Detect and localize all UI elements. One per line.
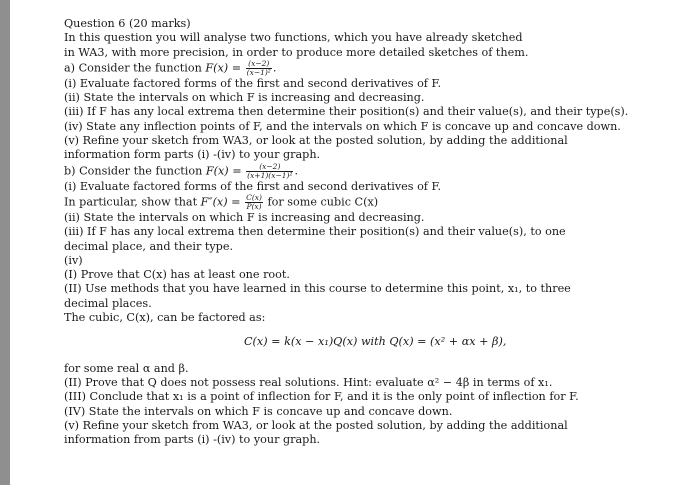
part-b-item: (IV) State the intervals on which F is concave up and concave down. — [64, 404, 453, 418]
part-b-frac-num: (x−2) — [246, 163, 293, 172]
part-b-item: (III) Conclude that x₁ is a point of inflection for F, and it is the only point of inflection for F. — [64, 390, 579, 404]
part-a-frac-num: (x−2) — [246, 60, 272, 69]
part-b-item: (v) Refine your sketch from WA3, or look at the posted solution, by adding the additional — [64, 418, 568, 432]
part-b-particular — [64, 194, 684, 211]
part-b-item: (iii) If F has any local extrema then determine their position(s) and their value(s), to one — [64, 225, 566, 239]
part-b-item: information from parts (i) -(iv) to your graph. — [64, 433, 321, 447]
part-a-item: (ii) State the intervals on which F is increasing and decreasing. — [64, 91, 425, 105]
left-margin-bar — [0, 0, 10, 485]
part-a-item: information form parts (i) -(iv) to your graph. — [64, 148, 321, 162]
part-b-item: The cubic, C(x), can be factored as: — [64, 311, 266, 325]
part-b-prefix: b) Consider the function — [64, 164, 206, 178]
particular-frac-num: C(x) — [246, 192, 262, 202]
part-b-item: (i) Evaluate factored forms of the first and second derivatives of F. — [64, 179, 442, 193]
part-a-fraction — [246, 60, 272, 77]
part-a-item: (v) Refine your sketch from WA3, or look at the posted solution, by adding the additional — [64, 134, 568, 148]
display-equation: C(x) = k(x − x₁)Q(x) with Q(x) = (x² + αx + β), — [244, 335, 507, 349]
particular-frac-den: P(x) — [246, 201, 262, 211]
part-a-item: (i) Evaluate factored forms of the first and second derivatives of F. — [64, 76, 442, 90]
particular-lhs: F″(x) = — [200, 195, 245, 209]
part-b-func-end: . — [294, 164, 299, 178]
part-b-frac-den: (x+1)(x−1)² — [247, 170, 293, 180]
part-b-item: (iv) — [64, 253, 83, 267]
part-b-func-lhs: F(x) = — [205, 164, 246, 178]
part-b-item: (I) Prove that C(x) has at least one root. — [64, 268, 290, 282]
part-a-func-lhs: F(x) = — [205, 61, 245, 75]
part-a-prefix: a) Consider the function — [64, 61, 206, 75]
part-b-function — [64, 163, 684, 180]
particular-suffix: for some cubic C(x) — [263, 195, 379, 209]
part-a-func-end: . — [272, 61, 277, 75]
part-b-item: (ii) State the intervals on which F is increasing and decreasing. — [64, 210, 425, 224]
part-b-item: (II) Use methods that you have learned in this course to determine this point, x₁, to three — [64, 282, 571, 296]
part-a-function — [64, 60, 684, 77]
question-document — [64, 17, 684, 447]
intro-line-2: in WA3, with more precision, in order to produce more detailed sketches of them. — [64, 45, 529, 59]
part-a-item: (iii) If F has any local extrema then determine their position(s) and their value(s), and their type(s). — [64, 105, 629, 119]
part-a-frac-den: (x−1)² — [246, 67, 271, 77]
part-b-item: for some real α and β. — [64, 361, 189, 375]
part-b-item: decimal places. — [64, 296, 152, 310]
part-b-item: (II) Prove that Q does not possess real solutions. Hint: evaluate α² − 4β in terms of x₁. — [64, 375, 553, 389]
intro-line-1: In this question you will analyse two functions, which you have already sketched — [64, 31, 523, 45]
question-title: Question 6 (20 marks) — [64, 17, 191, 30]
part-b-item: decimal place, and their type. — [64, 239, 233, 253]
part-a-item: (iv) State any inflection points of F, and the intervals on which F is concave up and concave down. — [64, 119, 621, 133]
part-b-fraction — [246, 163, 293, 180]
particular-prefix: In particular, show that — [64, 195, 201, 209]
particular-fraction — [245, 194, 263, 211]
